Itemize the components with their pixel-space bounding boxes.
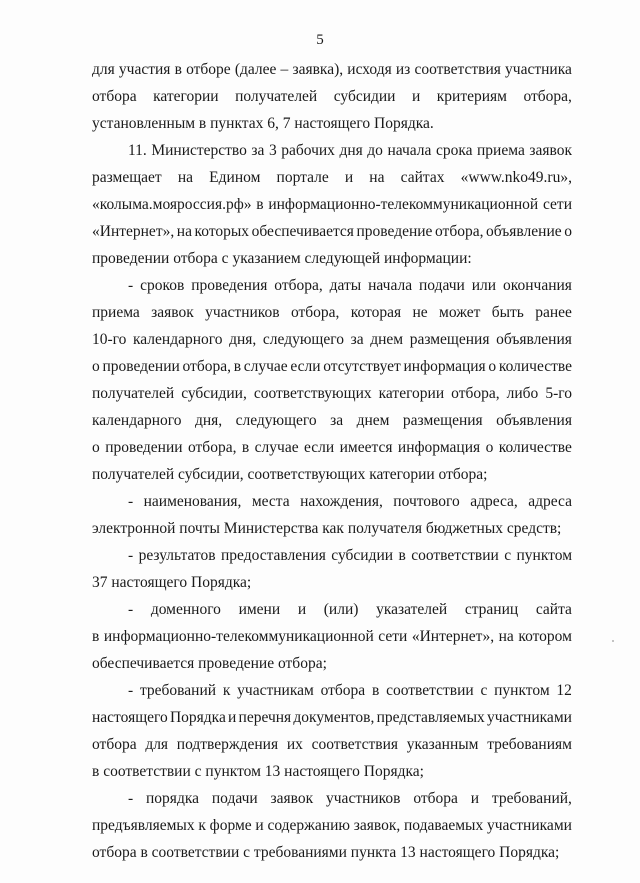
- text-line: «Интернет», на которых обеспечивается проведение отбора, объявление о: [92, 223, 572, 240]
- text-line: настоящего Порядка и перечня документов, представляемых участниками: [92, 709, 572, 726]
- text-line: «колыма.мояроссия.рф» в информационно-телекоммуникационной сети: [92, 196, 572, 213]
- text-line: получателей субсидии, соответствующих категории отбора;: [92, 466, 488, 483]
- text-line: - сроков проведения отбора, даты начала подачи или окончания: [128, 277, 572, 294]
- text-line: установленным в пунктах 6, 7 настоящего Порядка.: [92, 115, 434, 132]
- text-line: в соответствии с пунктом 13 настоящего Порядка;: [92, 763, 424, 780]
- text-line: в информационно-телекоммуникационной сети «Интернет», на котором: [92, 628, 572, 645]
- text-line: отбора категории получателей субсидии и критериям отбора,: [92, 88, 572, 105]
- text-line: размещает на Едином портале и на сайтах «www.nko49.ru»,: [92, 169, 572, 186]
- text-line: о проведении отбора, в случае если отсутствует информация о количестве: [92, 358, 572, 375]
- text-line: получателей субсидии, соответствующих категории отбора, либо 5-го: [92, 385, 572, 402]
- text-line: отбора для подтверждения их соответствия указанным требованиям: [92, 736, 572, 753]
- text-line: - требований к участникам отбора в соответствии с пунктом 12: [128, 682, 572, 699]
- text-line: для участия в отборе (далее – заявка), исходя из соответствия участника: [92, 61, 572, 78]
- text-line: календарного дня, следующего за днем размещения объявления: [92, 412, 572, 429]
- text-line: - порядка подачи заявок участников отбора и требований,: [128, 790, 572, 807]
- document-body: [92, 56, 572, 866]
- text-line: - результатов предоставления субсидии в соответствии с пунктом: [128, 547, 572, 564]
- text-line: - доменного имени и (или) указателей страниц сайта: [128, 601, 572, 618]
- text-line: 37 настоящего Порядка;: [92, 574, 252, 591]
- text-line: - наименования, места нахождения, почтового адреса, адреса: [128, 493, 572, 510]
- text-line: 10-го календарного дня, следующего за днем размещения объявления: [92, 331, 572, 348]
- text-line: приема заявок участников отбора, которая не может быть ранее: [92, 304, 572, 321]
- page-number: 5: [316, 32, 324, 48]
- text-line: обеспечивается проведение отбора;: [92, 655, 327, 672]
- text-line: о проведении отбора, в случае если имеется информация о количестве: [92, 439, 572, 456]
- text-line: 11. Министерство за 3 рабочих дня до начала срока приема заявок: [128, 142, 572, 159]
- text-line: проведении отбора с указанием следующей информации:: [92, 250, 472, 267]
- text-line: электронной почты Министерства как получателя бюджетных средств;: [92, 520, 562, 537]
- scan-speck: [612, 640, 614, 642]
- text-line: отбора в соответствии с требованиями пункта 13 настоящего Порядка;: [92, 844, 560, 861]
- text-line: предъявляемых к форме и содержанию заявок, подаваемых участниками: [92, 817, 572, 834]
